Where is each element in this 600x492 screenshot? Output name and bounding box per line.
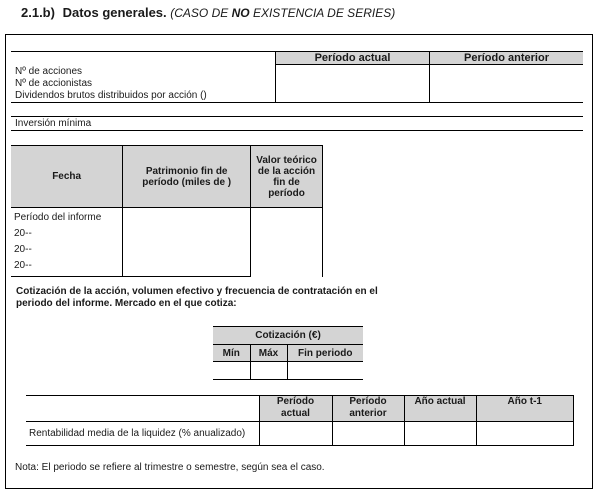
col-header-valor-teorico: Valor teórico de la acción fin de período [251, 146, 323, 208]
row-num-accionistas: Nº de accionistas [15, 78, 93, 89]
rent-cell-4 [476, 422, 574, 446]
rent-cell-3 [404, 422, 476, 446]
patrimonio-table [11, 145, 323, 277]
col-header-min: Mín [213, 345, 250, 362]
content-frame [5, 34, 593, 489]
cotizacion-table [213, 326, 363, 380]
section-title: Datos generales. [62, 5, 167, 20]
row-year-2: 20-- [14, 244, 32, 255]
col-header-fin-periodo: Fin periodo [287, 345, 363, 362]
row-inversion-minima: Inversión mínima [15, 118, 92, 129]
row-periodo-informe: Período del informe [14, 212, 102, 223]
section-number: 2.1.b) [21, 5, 55, 20]
empty-header-cell [26, 396, 259, 422]
section-heading [21, 5, 395, 20]
rent-cell-2 [332, 422, 404, 446]
cotizacion-header: Cotización (€) [213, 327, 363, 345]
cotizacion-intro: Cotización de la acción, volumen efectivo y frecuencia de contratación en el periodo del informe. Mercado en el que cotiza: [16, 286, 378, 309]
section-subtitle: (CASO DE NO EXISTENCIA DE SERIES) [170, 6, 396, 20]
row-year-1: 20-- [14, 228, 32, 239]
row-rentabilidad: Rentabilidad media de la liquidez (% anualizado) [26, 422, 259, 446]
general-data-table [11, 51, 583, 103]
col-header-periodo-anterior-2: Período anterior [332, 396, 404, 422]
col-header-patrimonio: Patrimonio fin de período (miles de ) [123, 146, 251, 208]
min-cell [213, 362, 250, 380]
col-header-ano-actual: Año actual [404, 396, 476, 422]
rent-cell-1 [259, 422, 332, 446]
col-header-periodo-actual: Período actual [276, 52, 429, 64]
col-header-periodo-actual-2: Período actual [259, 396, 332, 422]
valor-teorico-cell [251, 208, 323, 277]
footnote: Nota: El periodo se refiere al trimestre o semestre, según sea el caso. [15, 462, 325, 473]
patrimonio-cell [123, 208, 251, 277]
row-dividendos: Dividendos brutos distribuidos por acción () [15, 90, 207, 101]
row-num-acciones: Nº de acciones [15, 66, 83, 77]
col-header-fecha: Fecha [11, 146, 123, 208]
row-year-3: 20-- [14, 260, 32, 271]
col-header-ano-t-1: Año t-1 [476, 396, 574, 422]
col-header-periodo-anterior: Período anterior [430, 52, 583, 64]
rentabilidad-table [26, 395, 574, 446]
max-cell [250, 362, 287, 380]
fecha-cells [11, 208, 123, 277]
fin-periodo-cell [287, 362, 363, 380]
col-header-max: Máx [250, 345, 287, 362]
